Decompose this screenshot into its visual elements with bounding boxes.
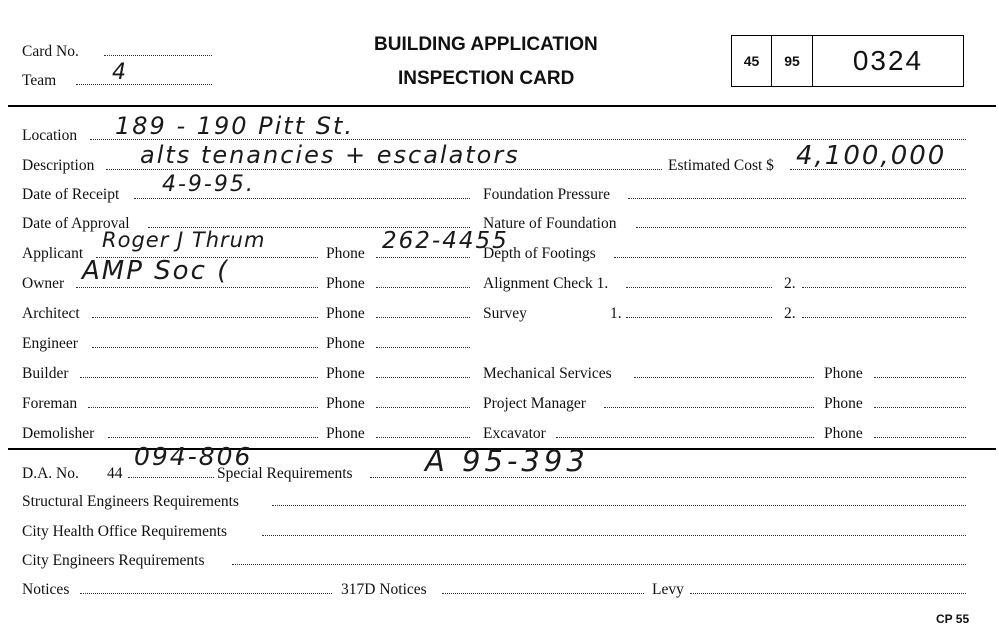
builder-field[interactable] <box>80 377 318 378</box>
description-field[interactable] <box>106 169 662 170</box>
special-requirements-value: A 95-393 <box>425 444 589 478</box>
owner-value: AMP Soc ( <box>82 256 230 286</box>
survey-2-field[interactable] <box>802 317 966 318</box>
structural-engineers-label: Structural Engineers Requirements <box>22 493 239 510</box>
description-label: Description <box>22 157 95 174</box>
notices-317d-field[interactable] <box>442 593 644 594</box>
project-manager-field[interactable] <box>604 407 814 408</box>
excavator-label: Excavator <box>483 425 546 442</box>
project-manager-label: Project Manager <box>483 395 586 412</box>
demolisher-phone-label: Phone <box>326 425 365 442</box>
alignment-check-1-field[interactable] <box>626 287 772 288</box>
mechanical-services-phone-label: Phone <box>824 365 863 382</box>
foundation-pressure-label: Foundation Pressure <box>483 186 611 203</box>
notices-label: Notices <box>22 581 70 598</box>
engineer-phone-label: Phone <box>326 335 365 352</box>
demolisher-phone-field[interactable] <box>376 437 470 438</box>
mechanical-services-label: Mechanical Services <box>483 365 612 382</box>
location-label: Location <box>22 127 78 144</box>
alignment-check-2-label: 2. <box>784 275 796 292</box>
alignment-check-2-field[interactable] <box>802 287 966 288</box>
location-value: 189 - 190 Pitt St. <box>115 112 355 140</box>
notices-field[interactable] <box>80 593 332 594</box>
team-value: 4 <box>112 60 128 85</box>
levy-field[interactable] <box>690 593 966 594</box>
survey-1-label: 1. <box>610 305 622 322</box>
owner-label: Owner <box>22 275 65 292</box>
engineer-label: Engineer <box>22 335 78 352</box>
applicant-value: Roger J Thrum <box>102 228 266 252</box>
form-title-line1: BUILDING APPLICATION <box>374 34 598 55</box>
architect-field[interactable] <box>92 317 318 318</box>
card-no-label: Card No. <box>22 43 79 60</box>
card-number-box <box>731 35 964 87</box>
nature-of-foundation-field[interactable] <box>636 227 966 228</box>
builder-label: Builder <box>22 365 69 382</box>
survey-1-field[interactable] <box>626 317 772 318</box>
owner-phone-field[interactable] <box>376 287 470 288</box>
levy-label: Levy <box>652 581 684 598</box>
applicant-phone-value: 262-4455 <box>382 228 509 254</box>
depth-of-footings-field[interactable] <box>614 257 966 258</box>
survey-2-label: 2. <box>784 305 796 322</box>
demolisher-field[interactable] <box>108 437 318 438</box>
team-field[interactable] <box>76 84 212 85</box>
mechanical-services-phone-field[interactable] <box>874 377 966 378</box>
date-of-approval-label: Date of Approval <box>22 215 130 232</box>
architect-label: Architect <box>22 305 80 322</box>
excavator-phone-label: Phone <box>824 425 863 442</box>
special-requirements-label: Special Requirements <box>217 465 353 482</box>
date-of-receipt-value: 4-9-95. <box>162 172 255 197</box>
depth-of-footings-label: Depth of Footings <box>483 245 596 262</box>
applicant-label: Applicant <box>22 245 84 262</box>
foreman-phone-label: Phone <box>326 395 365 412</box>
city-health-field[interactable] <box>262 535 966 536</box>
builder-phone-label: Phone <box>326 365 365 382</box>
city-engineers-label: City Engineers Requirements <box>22 552 205 569</box>
card-number-prefix-b: 95 <box>772 36 813 86</box>
date-of-receipt-field[interactable] <box>134 198 470 199</box>
project-manager-phone-field[interactable] <box>874 407 966 408</box>
applicant-phone-field[interactable] <box>376 257 470 258</box>
survey-label: Survey <box>483 305 527 322</box>
date-of-receipt-label: Date of Receipt <box>22 186 120 203</box>
form-title-line2: INSPECTION CARD <box>398 68 575 89</box>
card-number-prefix-a: 45 <box>732 36 772 86</box>
engineer-phone-field[interactable] <box>376 347 470 348</box>
mechanical-services-field[interactable] <box>634 377 814 378</box>
owner-field[interactable] <box>76 287 318 288</box>
card-number: 0324 <box>852 45 924 76</box>
team-label: Team <box>22 72 57 89</box>
owner-phone-label: Phone <box>326 275 365 292</box>
project-manager-phone-label: Phone <box>824 395 863 412</box>
da-no-field[interactable] <box>128 477 214 478</box>
applicant-phone-label: Phone <box>326 245 365 262</box>
description-value: alts tenancies + escalators <box>140 141 520 169</box>
architect-phone-label: Phone <box>326 305 365 322</box>
notices-317d-label: 317D Notices <box>341 581 427 598</box>
da-no-label: D.A. No. <box>22 465 79 482</box>
city-health-label: City Health Office Requirements <box>22 523 228 540</box>
header-divider <box>8 105 996 107</box>
foreman-field[interactable] <box>88 407 318 408</box>
builder-phone-field[interactable] <box>376 377 470 378</box>
excavator-phone-field[interactable] <box>874 437 966 438</box>
foreman-label: Foreman <box>22 395 78 412</box>
estimated-cost-value: 4,100,000 <box>796 141 947 171</box>
card-no-field[interactable] <box>104 55 212 56</box>
foundation-pressure-field[interactable] <box>628 198 966 199</box>
architect-phone-field[interactable] <box>376 317 470 318</box>
da-no-prefix: 44 <box>107 465 123 482</box>
da-no-value: 094-806 <box>134 442 253 471</box>
city-engineers-field[interactable] <box>232 564 966 565</box>
demolisher-label: Demolisher <box>22 425 95 442</box>
estimated-cost-label: Estimated Cost $ <box>668 157 774 174</box>
structural-engineers-field[interactable] <box>272 505 966 506</box>
foreman-phone-field[interactable] <box>376 407 470 408</box>
alignment-check-label: Alignment Check 1. <box>483 275 609 292</box>
form-code: CP 55 <box>936 612 970 626</box>
excavator-field[interactable] <box>556 437 814 438</box>
nature-of-foundation-label: Nature of Foundation <box>483 215 617 232</box>
engineer-field[interactable] <box>92 347 318 348</box>
